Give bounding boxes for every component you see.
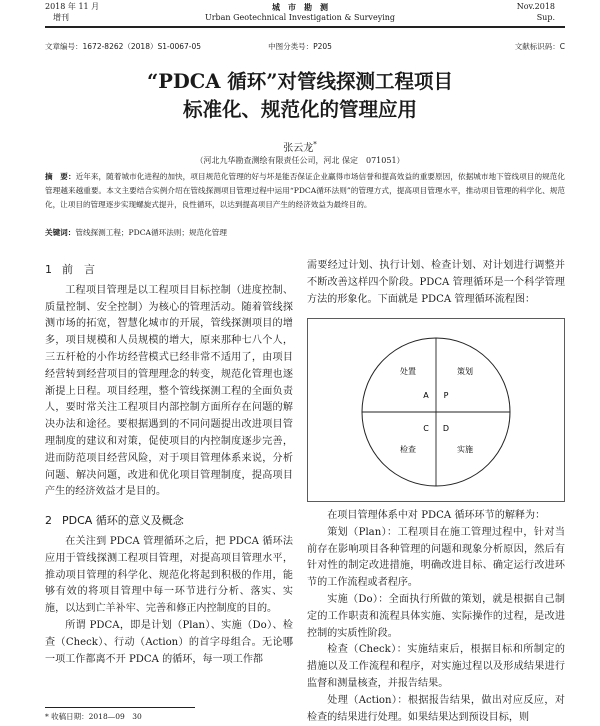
right-paragraph-plan: 策划（Plan）：工程项目在施工管理过程中，针对当前存在影响项目各种管理的问题和现象分析原因，然后有针对性的制定改进措施，明确改进目标、确定运行改进环节的工作流程或者程序。	[307, 526, 565, 589]
right-paragraph-2: 在项目管理体系中对 PDCA 循环环节的解释为：	[327, 510, 546, 521]
author	[0, 139, 600, 154]
document-code: 文献标识码：C	[514, 42, 565, 51]
abstract-label: 摘 要：	[45, 172, 76, 181]
section-2-heading	[45, 513, 293, 530]
letter-d: D	[442, 424, 450, 433]
letter-a: A	[423, 391, 429, 400]
journal-title-en: Urban Geotechnical Investigation & Surveying	[204, 13, 396, 22]
issue-date: 2018 年 11 月	[45, 2, 100, 11]
right-paragraph-action: 处理（Action）：根据报告结果，做出对应反应，对检查的结果进行处理。如果结果达到预设目标，则	[307, 694, 565, 723]
section-1-title: 前 言	[62, 263, 95, 276]
quadrant-check-label: 检查	[400, 445, 416, 454]
issue-date-en: Nov.2018	[516, 2, 555, 11]
abstract	[45, 170, 565, 212]
keywords-text: 管线探测工程；PDCA循环法则；规范化管理	[75, 228, 227, 237]
section-2-title: PDCA 循环的意义及概念	[62, 514, 184, 528]
quadrant-do-label: 实施	[457, 445, 473, 454]
abstract-text: 近年来，随着城市化进程的加快，项目规范化管理的好与坏是能否保证企业赢得市场信誉和提高效益的重要原因，依据城市地下管线项目的规范化管理越来越重要。本文主要结合实例介绍在管线探测项目管理过程中运用“PDCA循环法则”的管理方式，提高项目管理水平，推动项目管理的科学化、规范化，让项目的管理逐步实现螺旋式提升，良性循环，以达到提高项目产生的经济效益为最终目的。	[45, 172, 565, 209]
right-column-bottom	[307, 508, 565, 726]
letter-p: P	[443, 391, 449, 400]
author-name: 张云龙	[283, 143, 314, 154]
right-column-top	[307, 258, 565, 308]
letter-c: C	[423, 424, 429, 433]
journal-title-cn: 城 市 勘 测	[272, 2, 328, 12]
left-column	[45, 250, 293, 668]
article-title-line2: 标准化、规范化的管理应用	[182, 98, 417, 121]
footnote: * 收稿日期：2018—09 30	[45, 712, 142, 721]
section-1-number: 1	[45, 263, 52, 276]
pdca-cycle-diagram	[307, 318, 565, 502]
right-paragraph-1: 需要经过计划、执行计划、检查计划、对计划进行调整并不断改善这样四个阶段。PDCA 管理循环是一个科学管理方法的形象化。下面就是 PDCA 管理循环流程图：	[307, 260, 565, 305]
right-paragraph-do: 实施（Do）：全面执行所做的策划，就是根据自己制定的工作职责和流程具体实施、实际操作的过程，是改进控制的实质性阶段。	[307, 593, 565, 639]
header-rule	[45, 26, 565, 28]
section-2-paragraph-1: 在关注到 PDCA 管理循环之后，把 PDCA 循环法应用于管线探测工程项目管理，对提高项目管理水平，推动项目管理的科学化、规范化将起到积极的作用，能够有效的将项目管理中每一环节进行分析、落实、实施，以达到亡羊补牢、完善和修正内控制度的目的。	[45, 535, 293, 615]
footnote-rule	[45, 707, 195, 708]
keywords-label: 关键词：	[45, 228, 76, 237]
author-mark: *	[313, 140, 317, 149]
section-2-paragraph-2: 所谓 PDCA，即是计划（Plan）、实施（Do）、检查（Check）、行动（Action）的首字母组合。无论哪一项工作都离不开 PDCA 的循环，每一项工作都	[45, 619, 293, 665]
author-affiliation: （河北九华勘查测绘有限责任公司，河北 保定 071051）	[195, 156, 405, 165]
quadrant-plan-label: 策划	[457, 367, 473, 376]
quadrant-action-label: 处置	[400, 367, 416, 376]
supplement-label-en: Sup.	[536, 13, 555, 22]
section-1-paragraph: 工程项目管理是以工程项目目标控制（进度控制、质量控制、安全控制）为核心的管理活动。随着管线探测市场的拓宽，智慧化城市的开展，管线探测项目的增多，项目规模和人员规模的增大，原来那种七八个人，三五杆枪的小作坊经营模式已经非常不适用了，由项目经营转到经营项目的管理理念的转变，规范化管理也逐渐提上日程。项目经理，整个管线探测工程的全面负责人，要时常关注工程项目内部控制方面所存在问题的解决办法和途径。要根据遇到的不同问题提出改进项目管理制度的建议和对策，促使项目的内控制度逐步完善，进而防范项目经营风险，对于项目管理体系来说，分析问题、解决问题，改进和优化项目管理制度，提高项目产生的经济效益才是目的。	[45, 284, 293, 498]
section-1-heading	[45, 262, 293, 279]
keywords	[45, 226, 565, 240]
article-title-line1: “PDCA 循环”对管线探测工程项目	[147, 70, 453, 93]
clc-number: 中图分类号：P205	[268, 42, 332, 51]
article-number: 文章编号：1672-8262（2018）S1-0067-05	[45, 42, 202, 51]
section-2-number: 2	[45, 514, 52, 528]
supplement-label: 增刊	[53, 13, 69, 22]
right-paragraph-check: 检查（Check）：实施结束后，根据目标和所制定的措施以及工作流程和程序，对实施过程以及形成结果进行监督和测量核查，并报告结果。	[307, 644, 565, 689]
